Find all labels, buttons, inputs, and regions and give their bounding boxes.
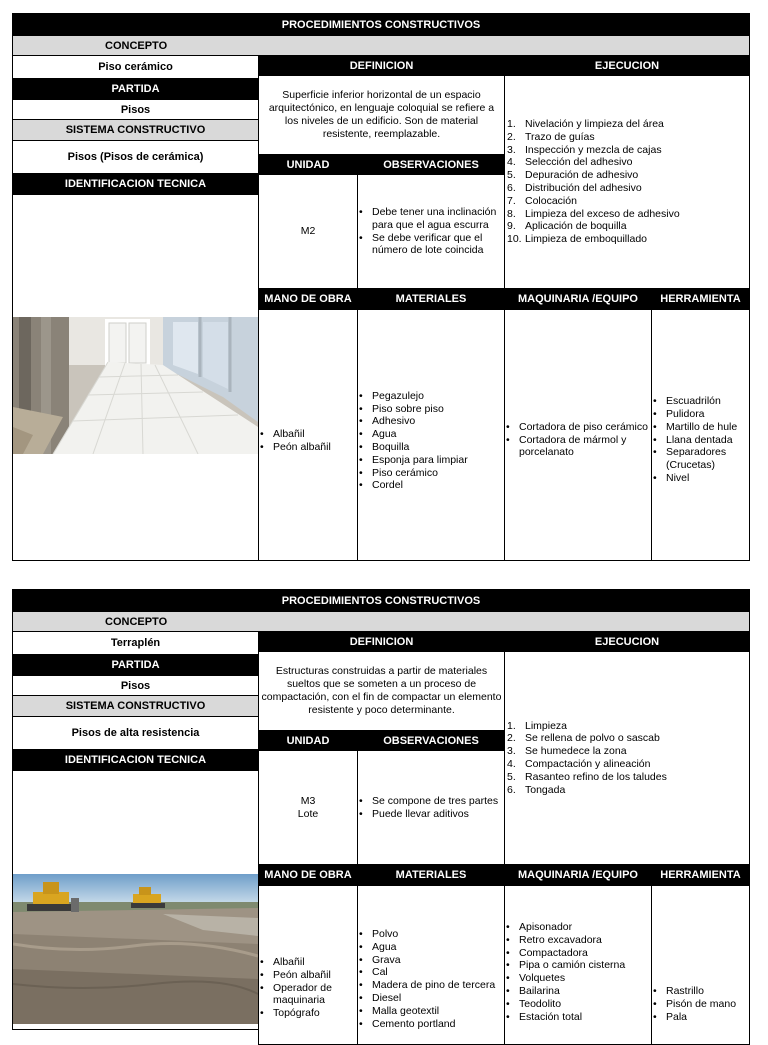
list-item: • Topógrafo xyxy=(259,1007,357,1020)
partida-label: PARTIDA xyxy=(12,78,259,100)
sistema-value: Pisos de alta resistencia xyxy=(12,716,259,750)
ceramic-floor-photo xyxy=(13,317,258,454)
list-item: 7. Colocación xyxy=(507,194,577,207)
maquinaria-list xyxy=(504,885,652,1045)
list-item: • Compactadora xyxy=(505,947,651,960)
list-item: • Operador de maquinaria xyxy=(259,982,357,1008)
unidad-value xyxy=(258,750,358,865)
list-item: • Agua xyxy=(358,428,468,441)
unidad-line: M2 xyxy=(300,225,316,238)
list-item: • Cemento portland xyxy=(358,1018,504,1031)
definicion-label: DEFINICION xyxy=(258,631,505,652)
list-item: • Puede llevar aditivos xyxy=(358,808,498,821)
unidad-label: UNIDAD xyxy=(258,730,358,751)
embankment-photo xyxy=(13,874,258,1024)
list-item: 6. Tongada xyxy=(507,783,566,796)
list-item: 2. Trazo de guías xyxy=(507,130,595,143)
list-item: • Cortadora de piso cerámico xyxy=(505,421,651,434)
list-item: • Pisón de mano xyxy=(652,998,749,1011)
list-item: 3. Se humedece la zona xyxy=(507,745,627,758)
list-item: • Malla geotextil xyxy=(358,1005,504,1018)
list-item: • Grava xyxy=(358,954,504,967)
list-item: • Teodolito xyxy=(505,998,651,1011)
identificacion-label: IDENTIFICACION TECNICA xyxy=(12,173,259,195)
observaciones-label: OBSERVACIONES xyxy=(357,730,505,751)
herramienta-list xyxy=(651,885,750,1045)
list-item: • Debe tener una inclinación para que el agua escurra xyxy=(358,206,504,232)
list-item: • Polvo xyxy=(358,928,504,941)
list-item: 1. Limpieza xyxy=(507,719,568,732)
mano-de-obra-list xyxy=(258,309,358,561)
list-item: • Piso sobre piso xyxy=(358,403,468,416)
ejecucion-label: EJECUCION xyxy=(504,55,750,76)
sistema-label: SISTEMA CONSTRUCTIVO xyxy=(12,695,259,717)
herramienta-list xyxy=(651,309,750,561)
ejecucion-list xyxy=(504,651,750,865)
list-item: 1. Nivelación y limpieza del área xyxy=(507,118,664,131)
unidad-line: M3 xyxy=(300,794,316,807)
concepto-label: CONCEPTO xyxy=(12,611,750,632)
list-item: • Cortadora de mármol y porcelanato xyxy=(505,434,651,460)
partida-value: Pisos xyxy=(12,99,259,120)
materiales-label: MATERIALES xyxy=(357,864,505,886)
list-item: • Piso cerámico xyxy=(358,467,468,480)
list-item: • Peón albañil xyxy=(259,441,331,454)
observaciones-label: OBSERVACIONES xyxy=(357,154,505,175)
list-item: • Boquilla xyxy=(358,441,468,454)
materiales-label: MATERIALES xyxy=(357,288,505,310)
list-item: • Pipa o camión cisterna xyxy=(505,959,651,972)
list-item: • Se compone de tres partes xyxy=(358,795,498,808)
concepto-value: Terraplén xyxy=(12,631,259,655)
sistema-label: SISTEMA CONSTRUCTIVO xyxy=(12,119,259,141)
list-item: • Cal xyxy=(358,966,504,979)
list-item: • Llana dentada xyxy=(652,434,749,447)
procedure-sheet-terraplen xyxy=(12,589,750,1030)
mano-de-obra-list xyxy=(258,885,358,1045)
list-item: 4. Compactación y alineación xyxy=(507,758,651,770)
list-item: • Martillo de hule xyxy=(652,421,749,434)
list-item: 5. Depuración de adhesivo xyxy=(507,169,639,182)
sheet-header: PROCEDIMIENTOS CONSTRUCTIVOS xyxy=(12,589,750,612)
list-item: • Madera de pino de tercera xyxy=(358,979,504,992)
list-item: • Albañil xyxy=(259,428,331,441)
list-item: • Se debe verificar que el número de lote coincida xyxy=(358,232,504,258)
definicion-label: DEFINICION xyxy=(258,55,505,76)
mano-de-obra-label: MANO DE OBRA xyxy=(258,288,358,310)
definicion-text: Superficie inferior horizontal de un espacio arquitectónico, en lenguaje coloquial se refiere a los niveles de un edificio. Son de material resistente, reemplazable. xyxy=(258,75,505,155)
unidad-line: Lote xyxy=(297,807,319,820)
list-item: • Esponja para limpiar xyxy=(358,454,468,467)
list-item: • Apisonador xyxy=(505,921,651,934)
list-item: • Escuadrilón xyxy=(652,395,749,408)
unidad-label: UNIDAD xyxy=(258,154,358,175)
list-item: • Adhesivo xyxy=(358,415,468,428)
definicion-text: Estructuras construidas a partir de materiales sueltos que se someten a un proceso de compactación, con el fin de compactar un elemento resistente y poco determinante. xyxy=(258,651,505,731)
observaciones-list xyxy=(357,174,505,289)
list-item: 4. Selección del adhesivo xyxy=(507,156,633,169)
list-item: • Nivel xyxy=(652,472,749,485)
list-item: 10. Limpieza de emboquillado xyxy=(507,233,647,246)
list-item: 8. Limpieza del exceso de adhesivo xyxy=(507,207,680,220)
ejecucion-label: EJECUCION xyxy=(504,631,750,652)
list-item: • Diesel xyxy=(358,992,504,1005)
ejecucion-list xyxy=(504,75,750,289)
concepto-label: CONCEPTO xyxy=(12,35,750,56)
list-item: 5. Rasanteo refino de los taludes xyxy=(507,770,667,783)
list-item: 6. Distribución del adhesivo xyxy=(507,182,642,194)
observaciones-list xyxy=(357,750,505,865)
unidad-value xyxy=(258,174,358,289)
list-item: • Separadores (Crucetas) xyxy=(652,446,749,472)
list-item: • Albañil xyxy=(259,956,357,969)
maquinaria-label: MAQUINARIA /EQUIPO xyxy=(504,288,652,310)
list-item: • Pulidora xyxy=(652,408,749,421)
list-item: 2. Se rellena de polvo o sascab xyxy=(507,732,660,745)
mano-de-obra-label: MANO DE OBRA xyxy=(258,864,358,886)
sheet-header: PROCEDIMIENTOS CONSTRUCTIVOS xyxy=(12,13,750,36)
identificacion-label: IDENTIFICACION TECNICA xyxy=(12,749,259,771)
list-item: • Cordel xyxy=(358,479,468,492)
materiales-list xyxy=(357,885,505,1045)
herramienta-label: HERRAMIENTA xyxy=(651,288,750,310)
list-item: • Retro excavadora xyxy=(505,934,651,947)
list-item: • Pegazulejo xyxy=(358,390,468,403)
partida-value: Pisos xyxy=(12,675,259,696)
partida-label: PARTIDA xyxy=(12,654,259,676)
list-item: • Agua xyxy=(358,941,504,954)
list-item: 3. Inspección y mezcla de cajas xyxy=(507,143,662,156)
list-item: 9. Aplicación de boquilla xyxy=(507,220,627,233)
list-item: • Bailarina xyxy=(505,985,651,998)
concepto-value: Piso cerámico xyxy=(12,55,259,79)
list-item: • Rastrillo xyxy=(652,985,749,998)
list-item: • Volquetes xyxy=(505,972,651,985)
procedure-sheet-piso-ceramico xyxy=(12,13,750,561)
maquinaria-label: MAQUINARIA /EQUIPO xyxy=(504,864,652,886)
sistema-value: Pisos (Pisos de cerámica) xyxy=(12,140,259,174)
herramienta-label: HERRAMIENTA xyxy=(651,864,750,886)
list-item: • Peón albañil xyxy=(259,969,357,982)
list-item: • Estación total xyxy=(505,1011,651,1024)
list-item: • Pala xyxy=(652,1011,749,1024)
materiales-list xyxy=(357,309,505,561)
maquinaria-list xyxy=(504,309,652,561)
